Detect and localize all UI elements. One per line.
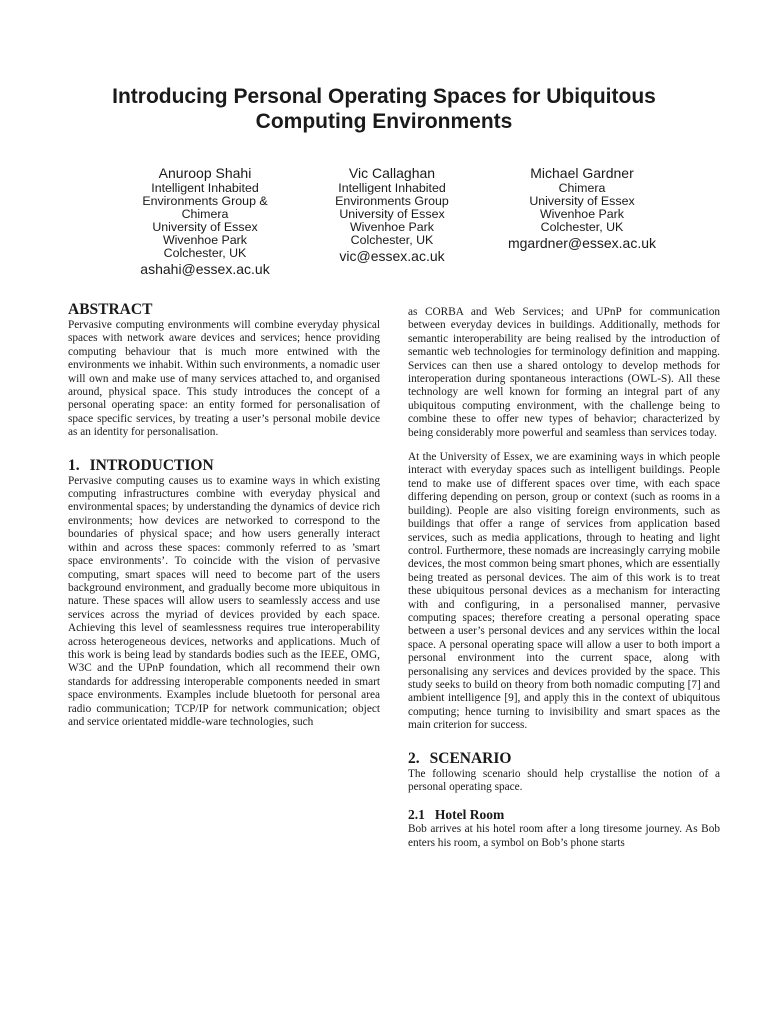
author-affiliation-line: Wivenhoe Park (539, 207, 625, 221)
right-column (408, 306, 720, 850)
hotel-room-text: Bob arrives at his hotel room after a long tiresome journey. As Bob enters his room, a symbol on Bob’s phone starts (408, 823, 720, 849)
author-affiliation-line: University of Essex (339, 207, 445, 221)
author-block (0, 165, 768, 285)
author-name: Anuroop Shahi (158, 165, 252, 181)
paper-title-line-1: Introducing Personal Operating Spaces for Ubiquitous (112, 85, 656, 108)
author-affiliation-line: University of Essex (529, 194, 635, 208)
author-name: Vic Callaghan (348, 165, 436, 181)
section-number: 2. (408, 749, 420, 767)
author-email[interactable]: vic@essex.ac.uk (339, 248, 445, 264)
subsection-number: 2.1 (408, 807, 425, 823)
scenario-text: The following scenario should help crystallise the notion of a personal operating space. (408, 767, 720, 793)
author-3 (472, 165, 692, 252)
author-affiliation-line: Environments Group (335, 194, 449, 208)
author-email[interactable]: mgardner@essex.ac.uk (507, 235, 657, 251)
scenario-heading (408, 749, 720, 768)
author-affiliation-line: Wivenhoe Park (162, 233, 248, 247)
left-column (68, 300, 380, 729)
author-affiliation-line: Chimera (181, 207, 229, 221)
author-affiliation-line: Intelligent Inhabited (151, 181, 259, 195)
author-affiliation-line: University of Essex (152, 220, 258, 234)
author-affiliation-line: Colchester, UK (163, 246, 247, 260)
author-affiliation-line: Environments Group & (142, 194, 268, 208)
author-email[interactable]: ashahi@essex.ac.uk (140, 261, 270, 277)
paper-title (60, 84, 708, 134)
hotel-room-heading (408, 806, 720, 823)
introduction-heading (68, 456, 380, 475)
introduction-paragraph-1-continued: as CORBA and Web Services; and UPnP for communication between everyday devices in buildings. Additionally, methods for semantic interoperability are being realised by the introduction of semantic web technologies for terminology definition and mapping. Services can then use a shared ontology to develop methods for interoperation during spontaneous interactions (OWL-S). All these technology are well known for forming an integral part of any ubiquitous computing environment, with the challenge being to combine these to offer new types of behavior; characterized by being considerably more powerful and seamless than services today. (408, 306, 720, 439)
introduction-paragraph-2: At the University of Essex, we are examining ways in which people interact with everyday spaces such as intelligent buildings. People tend to make use of different spaces over time, with each space differing depending on person, group or context (such as rooms in a building). People are also visiting foreign environments, such as buildings that offer a range of services from application based services, such as media applications, through to heating and light control. Furthermore, these nomads are increasingly carrying mobile devices, the most common being smart phones, which are essentially being treated as personal devices. The aim of this work is to treat these ubiquitous personal devices as a mechanism for interacting with and configuring, in a personalised manner, pervasive computing spaces; therefore creating a personal operating space between a user’s personal devices and any services within the local space. A personal operating space will allow a user to both import a personal environment into the current space, along with personalising any services and devices provided by the space. This study seeks to build on theory from both nomadic computing [7] and ambient intelligence [9], and apply this in the context of ubiquitous computing; hence turning to invisibility and smart spaces as the main criterion for success. (408, 451, 720, 732)
author-affiliation-line: Chimera (558, 181, 606, 195)
author-affiliation-line: Wivenhoe Park (349, 220, 435, 234)
section-title: INTRODUCTION (89, 456, 214, 474)
author-affiliation-line: Colchester, UK (540, 220, 624, 234)
introduction-paragraph-1: Pervasive computing causes us to examine ways in which existing computing infrastructures combine with everyday physical and environmental spaces; by understanding the dynamics of device rich environments; how devices are networked to correspond to the boundaries of physical space; and how users generally interact within and across these spaces: commonly referred to as ’smart space environments’. To coincide with the vision of pervasive computing, smart spaces will need to become part of the users background environment, and gradually become more ubiquitous in nature. These spaces will allow users to seamlessly access and use services across the myriad of devices provided by each space. Achieving this level of seamlessness requires true interoperability across heterogeneous devices, networks and applications. Much of this work is being lead by standards bodies such as the IEEE, OMG, W3C and the UPnP foundation, which all recommend their own standards for addressing interoperable components needed in smart space environments. Examples include bluetooth for personal area radio communication; TCP/IP for network communication; object and service orientated middle-ware technologies, such (68, 474, 380, 728)
abstract-heading: ABSTRACT (68, 301, 153, 318)
author-affiliation-line: Intelligent Inhabited (338, 181, 446, 195)
paper-title-line-2: Computing Environments (255, 110, 513, 133)
subsection-title: Hotel Room (434, 807, 505, 823)
author-affiliation-line: Colchester, UK (350, 233, 434, 247)
author-2 (282, 165, 502, 265)
section-number: 1. (68, 456, 80, 474)
abstract-text: Pervasive computing environments will combine everyday physical spaces with network aware devices and services; hence providing computing behaviour that is much more entwined with the environments we inhabit. Within such environments, a nomadic user will own and make use of many services attached to, and organised around, physical space. This study introduces the concept of a personal operating space: an entity formed for personalisation of space specific services, by treating a user’s personal mobile device as an identity for personalisation. (68, 319, 380, 439)
section-title: SCENARIO (429, 749, 512, 767)
author-name: Michael Gardner (530, 165, 634, 181)
